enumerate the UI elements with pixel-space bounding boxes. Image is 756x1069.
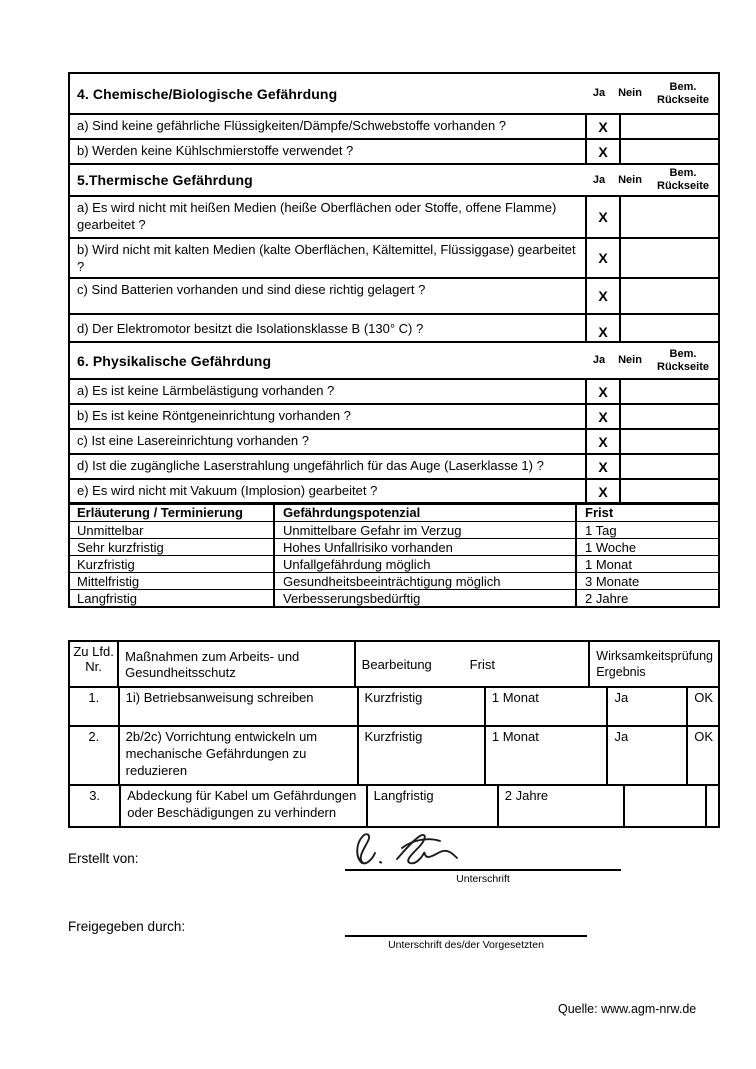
question-row-6b bbox=[70, 403, 718, 428]
bemerkung-cell bbox=[621, 380, 718, 403]
ja-answer-cell: X bbox=[585, 239, 621, 277]
question-text: d) Der Elektromotor besitzt die Isolationsklasse B (130° C) ? bbox=[77, 321, 424, 336]
bemerkung-cell bbox=[621, 279, 718, 313]
signature-caption-approved: Unterschrift des/der Vorgesetzten bbox=[388, 939, 544, 951]
signature-caption-created: Unterschrift bbox=[456, 873, 510, 885]
section-6-title: 6. Physikalische Gefährdung bbox=[77, 352, 272, 369]
ja-column-label: Ja bbox=[592, 173, 606, 186]
legend-cell: 2 Jahre bbox=[585, 590, 629, 606]
legend-table bbox=[68, 502, 720, 608]
source-label: Quelle: www.agm-nrw.de bbox=[558, 1002, 697, 1016]
legend-row-unmittelbar bbox=[70, 521, 718, 538]
ja-answer-cell: X bbox=[585, 279, 621, 313]
measure-nr: 1. bbox=[88, 690, 100, 705]
measure-text: 1i) Betriebsanweisung schreiben bbox=[118, 688, 357, 725]
measures-header-massnahmen: Maßnahmen zum Arbeits- und Gesundheitsschutz bbox=[117, 642, 354, 686]
signature-scribble bbox=[350, 829, 475, 871]
question-row-5b bbox=[70, 237, 718, 277]
measure-wirksamkeit bbox=[623, 786, 705, 826]
legend-row-kurzfristig bbox=[70, 555, 718, 572]
bemerkung-cell bbox=[621, 140, 718, 163]
measure-bearbeitung: Kurzfristig bbox=[357, 727, 484, 784]
legend-header-terminierung: Erläuterung / Terminierung bbox=[70, 504, 275, 521]
approved-by-label: Freigegeben durch: bbox=[68, 919, 186, 934]
nein-column-label: Nein bbox=[618, 173, 642, 186]
bem-label-line2: Rückseite bbox=[657, 360, 709, 373]
legend-cell: Langfristig bbox=[70, 590, 275, 606]
ja-answer-cell: X bbox=[585, 115, 621, 138]
bemerkung-cell bbox=[621, 430, 718, 453]
question-row-5c bbox=[70, 277, 718, 313]
legend-cell: 3 Monate bbox=[585, 573, 640, 589]
measure-ergebnis: OK bbox=[686, 688, 718, 725]
legend-cell: Kurzfristig bbox=[70, 556, 275, 572]
question-text: b) Es ist keine Röntgeneinrichtung vorhanden ? bbox=[77, 408, 351, 424]
question-row-6d bbox=[70, 453, 718, 478]
bemerkung-cell bbox=[621, 405, 718, 428]
ja-column-label: Ja bbox=[592, 87, 606, 100]
measure-wirksamkeit: Ja bbox=[606, 688, 686, 725]
legend-header-row bbox=[70, 504, 718, 521]
ja-answer-cell: X bbox=[585, 405, 621, 428]
legend-cell: Verbesserungsbedürftig bbox=[275, 590, 577, 606]
legend-cell: 1 Tag bbox=[585, 522, 617, 538]
legend-cell: 1 Woche bbox=[585, 539, 637, 555]
measures-table bbox=[68, 640, 720, 828]
legend-header-frist: Frist bbox=[585, 505, 614, 520]
measure-bearbeitung: Langfristig bbox=[366, 786, 497, 826]
bemerkung-cell bbox=[621, 239, 718, 277]
question-row-5a bbox=[70, 195, 718, 237]
measures-header-nr: Zu Lfd. Nr. bbox=[73, 644, 114, 675]
measure-nr: 3. bbox=[89, 788, 101, 803]
measures-header-frist: Frist bbox=[469, 656, 495, 672]
legend-header-potenzial: Gefährdungspotenzial bbox=[275, 504, 577, 521]
question-row-6e bbox=[70, 478, 718, 503]
question-text: a) Es wird nicht mit heißen Medien (heiße Oberflächen oder Stoffe, offene Flamme) gearbeitet ? bbox=[77, 200, 557, 232]
section-5-header bbox=[70, 163, 718, 195]
question-row-6c bbox=[70, 428, 718, 453]
measure-text: 2b/2c) Vorrichtung entwickeln um mechanische Gefährdungen zu reduzieren bbox=[118, 727, 357, 784]
ja-answer-cell: X bbox=[585, 140, 621, 163]
measure-row-3 bbox=[70, 784, 718, 826]
legend-cell: Unmittelbar bbox=[70, 522, 275, 538]
measure-ergebnis bbox=[705, 786, 718, 826]
ja-answer-cell: X bbox=[585, 430, 621, 453]
question-text: c) Sind Batterien vorhanden und sind diese richtig gelagert ? bbox=[77, 282, 426, 297]
section-4-title: 4. Chemische/Biologische Gefährdung bbox=[77, 85, 338, 102]
bem-column-label bbox=[653, 348, 713, 373]
ja-answer-cell: X bbox=[585, 480, 621, 503]
question-text: d) Ist die zugängliche Laserstrahlung ungefährlich für das Auge (Laserklasse 1) ? bbox=[77, 458, 544, 474]
bemerkung-cell bbox=[621, 197, 718, 237]
question-text: c) Ist eine Lasereinrichtung vorhanden ? bbox=[77, 433, 309, 449]
measures-header-wirksamkeit: Wirksamkeitsprüfung Ergebnis bbox=[588, 642, 718, 686]
bem-label-line1: Bem. bbox=[669, 80, 697, 93]
legend-cell: Gesundheitsbeeinträchtigung möglich bbox=[275, 573, 577, 589]
signature-line-approved bbox=[345, 935, 587, 937]
bemerkung-cell bbox=[621, 455, 718, 478]
measure-wirksamkeit: Ja bbox=[606, 727, 686, 784]
legend-row-sehr-kurzfristig bbox=[70, 538, 718, 555]
ja-answer-cell: X bbox=[585, 315, 621, 348]
question-text: b) Werden keine Kühlschmierstoffe verwendet ? bbox=[77, 143, 354, 159]
measure-ergebnis: OK bbox=[686, 727, 718, 784]
legend-cell: Mittelfristig bbox=[70, 573, 275, 589]
bemerkung-cell bbox=[621, 480, 718, 503]
legend-row-mittelfristig bbox=[70, 572, 718, 589]
ja-answer-cell: X bbox=[585, 380, 621, 403]
measures-header-bearbeitung: Bearbeitung bbox=[361, 656, 432, 672]
measure-bearbeitung: Kurzfristig bbox=[357, 688, 484, 725]
ja-column-label: Ja bbox=[592, 354, 606, 367]
measure-frist: 1 Monat bbox=[484, 727, 607, 784]
signature-line-created bbox=[345, 869, 621, 871]
nein-column-label: Nein bbox=[618, 87, 642, 100]
measure-nr: 2. bbox=[88, 729, 100, 744]
hazard-table-chem-thermal bbox=[68, 72, 720, 350]
ja-answer-cell: X bbox=[585, 455, 621, 478]
measure-row-2 bbox=[70, 725, 718, 784]
question-text: b) Wird nicht mit kalten Medien (kalte Oberflächen, Kältemittel, Flüssiggase) gearbeitet ? bbox=[77, 242, 576, 274]
bemerkung-cell bbox=[621, 115, 718, 138]
measures-header-bearbeitung-frist bbox=[354, 642, 589, 686]
question-row-4a bbox=[70, 113, 718, 138]
legend-cell: Sehr kurzfristig bbox=[70, 539, 275, 555]
measure-frist: 1 Monat bbox=[484, 688, 607, 725]
bem-label-line1: Bem. bbox=[669, 347, 697, 360]
bem-column-label bbox=[653, 81, 713, 106]
bem-label-line2: Rückseite bbox=[657, 93, 709, 106]
measure-frist: 2 Jahre bbox=[497, 786, 623, 826]
legend-cell: Unmittelbare Gefahr im Verzug bbox=[275, 522, 577, 538]
measures-header-row bbox=[70, 642, 718, 686]
ja-answer-cell: X bbox=[585, 197, 621, 237]
question-text: e) Es wird nicht mit Vakuum (Implosion) gearbeitet ? bbox=[77, 483, 378, 499]
legend-cell: 1 Monat bbox=[585, 556, 632, 572]
section-5-title: 5.Thermische Gefährdung bbox=[77, 172, 253, 188]
measure-row-1 bbox=[70, 686, 718, 725]
created-by-label: Erstellt von: bbox=[68, 851, 139, 866]
question-row-4b bbox=[70, 138, 718, 163]
nein-column-label: Nein bbox=[618, 354, 642, 367]
legend-row-langfristig bbox=[70, 589, 718, 606]
bem-column-label bbox=[653, 167, 713, 192]
bem-label-line2: Rückseite bbox=[657, 180, 709, 192]
legend-cell: Hohes Unfallrisiko vorhanden bbox=[275, 539, 577, 555]
question-row-6a bbox=[70, 378, 718, 403]
measure-text: Abdeckung für Kabel um Gefährdungen oder Beschädigungen zu verhindern bbox=[119, 786, 365, 826]
question-text: a) Sind keine gefährliche Flüssigkeiten/Dämpfe/Schwebstoffe vorhanden ? bbox=[77, 118, 507, 134]
question-text: a) Es ist keine Lärmbelästigung vorhanden ? bbox=[77, 383, 335, 399]
bem-label-line1: Bem. bbox=[669, 167, 697, 180]
legend-cell: Unfallgefährdung möglich bbox=[275, 556, 577, 572]
section-4-header bbox=[70, 74, 718, 113]
hazard-table-physical bbox=[68, 341, 720, 505]
section-6-header bbox=[70, 343, 718, 378]
